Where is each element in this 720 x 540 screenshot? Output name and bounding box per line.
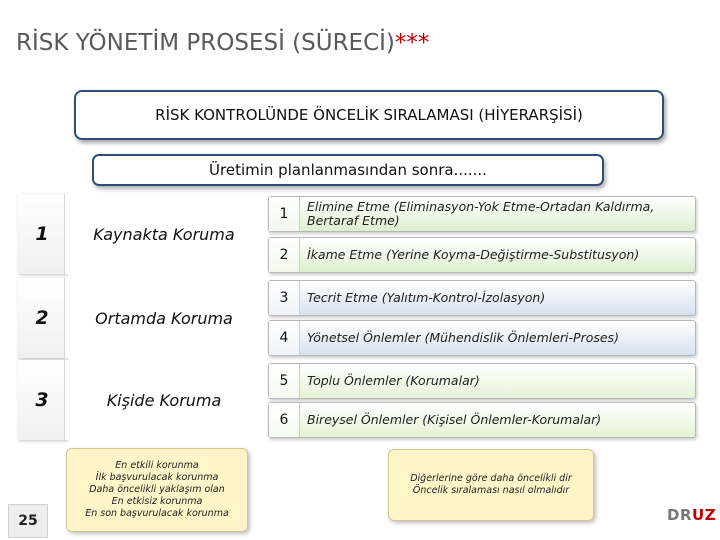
slide-title xyxy=(16,30,429,56)
measure-row-5 xyxy=(268,363,696,399)
measure-row-2 xyxy=(268,237,696,273)
level-label-environment-protection: Ortamda Koruma xyxy=(64,278,263,358)
measure-number: 3 xyxy=(269,281,300,315)
logo-part-2: UZ xyxy=(692,506,717,524)
measure-number: 6 xyxy=(269,403,300,437)
measure-row-4 xyxy=(268,320,696,356)
measure-number: 2 xyxy=(269,238,300,272)
measure-text: İkame Etme (Yerine Koyma-Değiştirme-Substitusyon) xyxy=(307,247,640,262)
measure-text: Elimine Etme (Eliminasyon-Yok Etme-Ortadan Kaldırma, Bertaraf Etme) xyxy=(307,199,655,228)
measure-row-1 xyxy=(268,196,696,232)
effectiveness-note xyxy=(66,448,248,532)
measure-text: Bireysel Önlemler (Kişisel Önlemler-Korumalar) xyxy=(307,412,602,427)
hierarchy-heading-box: RİSK KONTROLÜNDE ÖNCELİK SIRALAMASI (HİYERARŞİSİ) xyxy=(74,90,664,140)
note-line: En son başvurulacak korunma xyxy=(85,508,229,519)
page-number: 25 xyxy=(8,504,48,538)
note-line: En etkili korunma xyxy=(115,460,199,471)
title-text: RİSK YÖNETİM PROSESİ (SÜRECİ) xyxy=(16,30,395,56)
measure-text: Tecrit Etme (Yalıtım-Kontrol-İzolasyon) xyxy=(307,290,546,305)
note-line: Daha öncelikli yaklaşım olan xyxy=(89,484,225,495)
level-number-1: 1 xyxy=(18,194,67,274)
note-line: Öncelik sıralaması nasıl olmalıdır xyxy=(412,485,570,496)
measure-number: 1 xyxy=(269,197,300,231)
level-number-3: 3 xyxy=(18,360,67,440)
measure-text: Yönetsel Önlemler (Mühendislik Önlemleri-Proses) xyxy=(307,330,619,345)
measure-row-3 xyxy=(268,280,696,316)
priority-note xyxy=(388,449,594,521)
measure-number: 4 xyxy=(269,321,300,355)
note-line: İlk başvurulacak korunma xyxy=(95,472,219,483)
level-label-source-protection: Kaynakta Koruma xyxy=(64,194,263,274)
brand-logo xyxy=(667,506,716,524)
measure-row-6 xyxy=(268,402,696,438)
level-label-personal-protection: Kişide Koruma xyxy=(64,360,263,440)
measure-number: 5 xyxy=(269,364,300,398)
level-number-2: 2 xyxy=(18,278,67,358)
planning-subheading-box: Üretimin planlanmasından sonra....... xyxy=(92,154,604,186)
note-line: En etkisiz korunma xyxy=(111,496,203,507)
note-line: Diğerlerine göre daha öncelikli dir xyxy=(410,473,572,484)
measure-text: Toplu Önlemler (Korumalar) xyxy=(307,373,480,388)
logo-part-1: DR xyxy=(667,506,693,524)
title-stars: *** xyxy=(394,30,430,56)
